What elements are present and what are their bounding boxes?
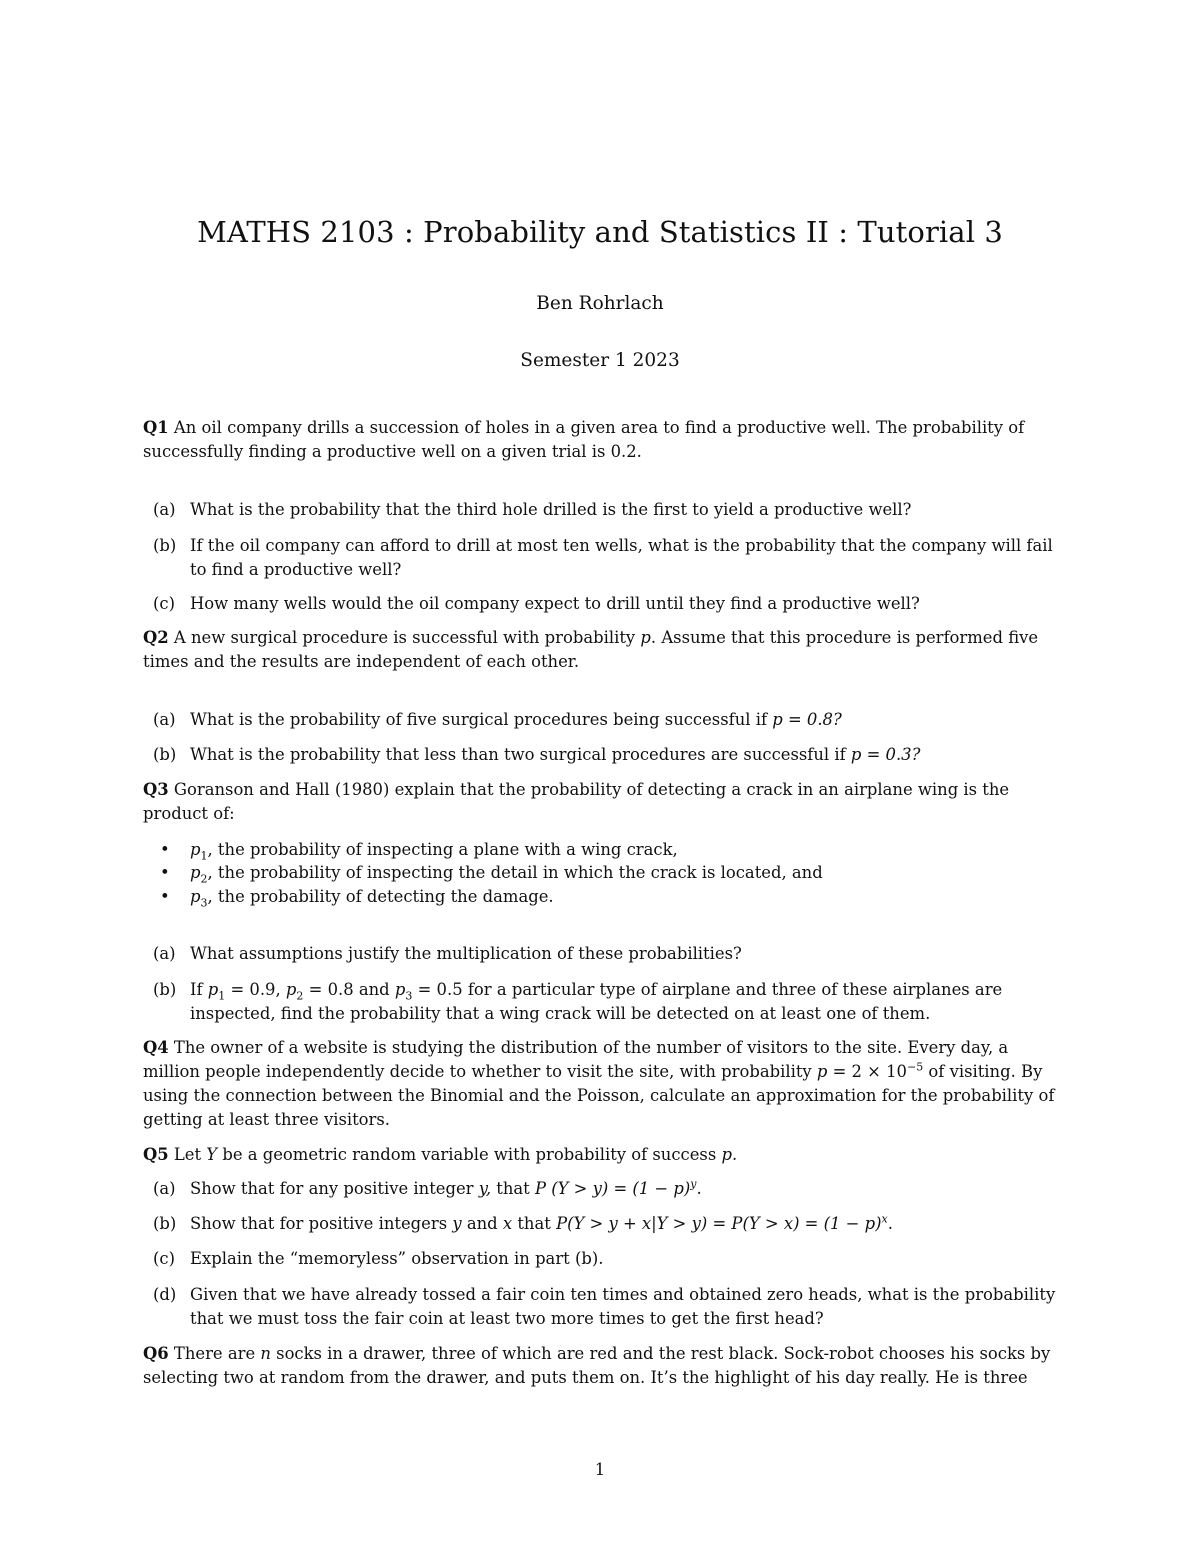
part-label: (a) (153, 500, 176, 519)
question-6 (143, 1342, 1061, 1390)
math-value: = 0.9, (225, 980, 281, 999)
bullet-text: , the probability of detecting the damage. (207, 887, 554, 906)
question-5-text: Let (173, 1145, 202, 1164)
page-number: 1 (594, 1460, 606, 1479)
document-author: Ben Rohrlach (536, 293, 664, 314)
question-1-label: Q1 (143, 418, 169, 437)
part-label: (a) (153, 944, 176, 963)
part-text: and (466, 1214, 498, 1233)
math-variable: x (502, 1214, 513, 1233)
part-text: that (517, 1214, 551, 1233)
part-text: What assumptions justify the multiplication of these probabilities? (190, 944, 742, 963)
part-label: (b) (153, 536, 177, 555)
bullet-text: , the probability of inspecting a plane with a wing crack, (207, 840, 678, 859)
question-1-text: An oil company drills a succession of holes in a given area to find a productive well. The probability of successfully finding a productive well on a given trial is 0.2. (143, 418, 1025, 461)
question-2-label: Q2 (143, 628, 169, 647)
part-text: What is the probability that less than two surgical procedures are successful if (190, 745, 846, 764)
math-expression: = 2 × 10 (827, 1062, 907, 1081)
math-variable: p (207, 980, 219, 999)
part-label: (d) (153, 1285, 177, 1304)
math-value: = 0.8 and (303, 980, 390, 999)
bullet-dot: • (160, 863, 170, 882)
math-variable: p (190, 840, 201, 859)
math-subscript: 2 (200, 872, 208, 886)
math-exponent: x (881, 1212, 888, 1226)
math-subscript: 1 (200, 849, 208, 863)
math-expression: P (Y > y) = (1 − p) (534, 1179, 691, 1198)
question-2-text-start: A new surgical procedure is successful with probability (173, 628, 636, 647)
math-variable: p (285, 980, 297, 999)
math-subscript: 3 (405, 989, 413, 1003)
math-variable: p (640, 628, 651, 647)
question-4-label: Q4 (143, 1038, 169, 1057)
math-expression: p = 0.8? (772, 710, 842, 729)
question-5-text: be a geometric random variable with probability of success (222, 1145, 717, 1164)
question-1 (143, 416, 1061, 464)
math-variable: n (260, 1344, 271, 1363)
question-6-text-end: socks in a drawer, three of which are red and the rest black. Sock-robot chooses his socks by selecting two at random from the drawer, and puts them on. It’s the highlight of his day really. He is three (143, 1344, 1051, 1387)
part-label: (b) (153, 745, 177, 764)
document-semester: Semester 1 2023 (520, 350, 680, 371)
part-label: (a) (153, 710, 176, 729)
math-subscript: 1 (218, 989, 226, 1003)
part-text: for a particular type of airplane and three of these airplanes are inspected, find the probability that a wing crack will be detected on at least one of them. (190, 980, 1003, 1023)
part-label: (c) (153, 1249, 175, 1268)
part-text: Explain the “memoryless” observation in part (b). (190, 1249, 604, 1268)
part-label: (a) (153, 1179, 176, 1198)
part-text: that (496, 1179, 530, 1198)
question-6-text-start: There are (173, 1344, 256, 1363)
bullet-dot: • (160, 840, 170, 859)
part-text: What is the probability that the third hole drilled is the first to yield a productive well? (190, 500, 912, 519)
math-expression: p = 0.3? (850, 745, 921, 764)
question-5 (143, 1143, 1061, 1167)
question-4-text-start: The owner of a website is studying the distribution of the number of visitors to the site. Every day, a million people independently decide to whether to visit the site, with probability (143, 1038, 1009, 1081)
question-4-text-end: of visiting. By using the connection between the Binomial and the Poisson, calculate an approximation for the probability of getting at least three visitors. (143, 1062, 1055, 1129)
math-subscript: 3 (200, 896, 208, 910)
math-variable: p (394, 980, 406, 999)
math-expression: P(Y > y + x|Y > y) = P(Y > x) = (1 − p) (556, 1214, 882, 1233)
math-variable: p (816, 1062, 828, 1081)
question-5-label: Q5 (143, 1145, 169, 1164)
punctuation: . (696, 1179, 702, 1198)
document-title: MATHS 2103 : Probability and Statistics II : Tutorial 3 (197, 215, 1003, 249)
punctuation: . (887, 1214, 893, 1233)
question-2 (143, 626, 1061, 674)
part-text: If the oil company can afford to drill at most ten wells, what is the probability that the company will fail to find a productive well? (190, 536, 1053, 579)
math-variable: p (190, 887, 201, 906)
math-subscript: 2 (296, 989, 304, 1003)
part-label: (b) (153, 1214, 177, 1233)
part-text: Show that for positive integers (190, 1214, 448, 1233)
math-variable: p. (721, 1145, 738, 1164)
question-2-text-end: . Assume that this procedure is performed five times and the results are independent of each other. (143, 628, 1039, 671)
math-variable: y, (478, 1179, 492, 1198)
math-variable: Y (206, 1145, 218, 1164)
part-label: (c) (153, 594, 175, 613)
bullet-dot: • (160, 887, 170, 906)
math-value: = 0.5 (412, 980, 463, 999)
math-variable: p (190, 863, 201, 882)
question-4 (143, 1036, 1061, 1132)
math-variable: y (452, 1214, 462, 1233)
math-exponent: y (690, 1177, 697, 1191)
question-3-label: Q3 (143, 780, 169, 799)
part-text: If (190, 980, 203, 999)
part-text: Given that we have already tossed a fair coin ten times and obtained zero heads, what is the probability that we must toss the fair coin at least two more times to get the first head? (190, 1285, 1056, 1328)
part-label: (b) (153, 980, 177, 999)
question-6-label: Q6 (143, 1344, 169, 1363)
part-text: What is the probability of five surgical procedures being successful if (190, 710, 768, 729)
question-3 (143, 778, 1061, 826)
part-text: How many wells would the oil company expect to drill until they find a productive well? (190, 594, 920, 613)
question-3-text: Goranson and Hall (1980) explain that the probability of detecting a crack in an airplane wing is the product of: (143, 780, 1010, 823)
part-text: Show that for any positive integer (190, 1179, 474, 1198)
math-exponent: −5 (906, 1060, 924, 1074)
bullet-text: , the probability of inspecting the detail in which the crack is located, and (207, 863, 823, 882)
